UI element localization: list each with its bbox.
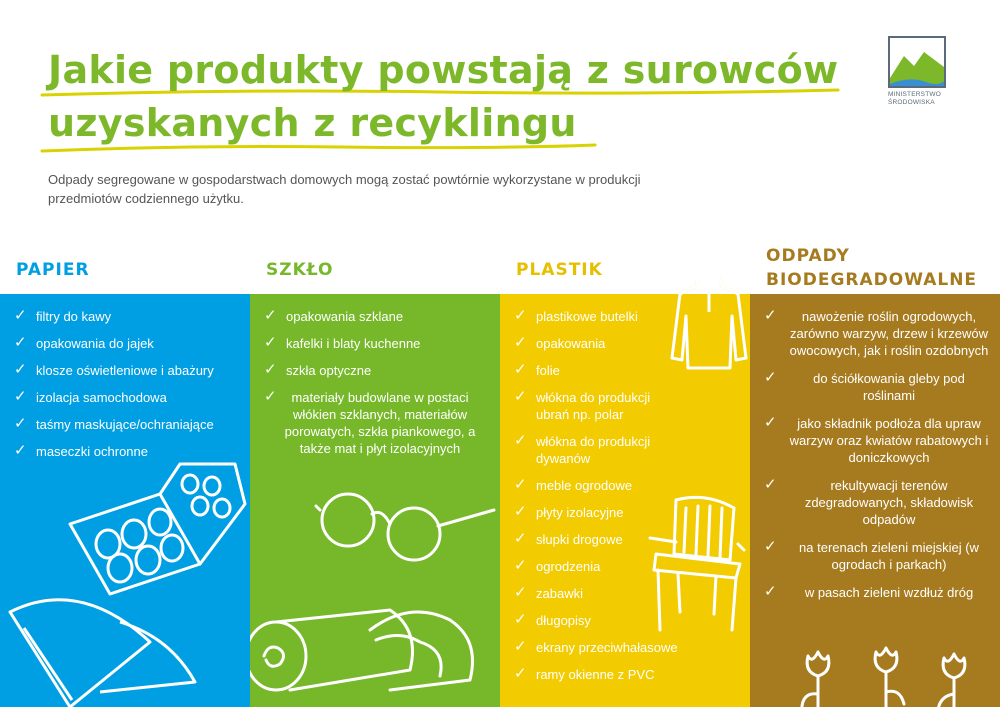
egg-carton-icon: [60, 444, 250, 604]
checkmark-icon: ✓: [514, 432, 527, 449]
list-item: ✓ taśmy maskujące/ochraniające: [14, 415, 214, 432]
list-item: ✓ maseczki ochronne: [14, 442, 148, 459]
list-item: ✓ na terenach zieleni miejskiej (w ogrodach i parkach): [764, 538, 979, 572]
checkmark-icon: ✓: [14, 442, 27, 459]
list-item: ✓ plastikowe butelki: [514, 307, 638, 324]
list-item: ✓ ekrany przeciwhałasowe: [514, 638, 678, 655]
checkmark-icon: ✓: [14, 361, 27, 378]
intro-text: Odpady segregowane w gospodarstwach domowych mogą zostać powtórnie wykorzystane w produkcji przedmiotów codziennego użytku.: [48, 172, 641, 206]
header-plastik: PLASTIK: [516, 260, 603, 280]
checkmark-icon: ✓: [514, 334, 527, 351]
list-bio: [750, 308, 1000, 612]
list-item: ✓ meble ogrodowe: [514, 476, 633, 493]
checkmark-icon: ✓: [514, 584, 527, 601]
list-item: ✓ włókna do produkcji ubrań np. polar: [514, 388, 651, 422]
insulation-roll-icon: [250, 590, 500, 707]
page-title-line-2: uzyskanych z recyklingu: [48, 101, 577, 145]
header-bio: [766, 244, 977, 292]
mountain-logo-icon: [888, 36, 946, 88]
checkmark-icon: ✓: [514, 638, 527, 655]
panel-szklo: [250, 294, 500, 707]
list-item: ✓ nawożenie roślin ogrodowych, zarówno warzyw, drzew i krzewów owocowych, jak i roślin ozdobnych: [764, 307, 989, 358]
list-item: ✓ włókna do produkcji dywanów: [514, 432, 651, 466]
fleece-sweater-icon: [668, 272, 750, 372]
list-item: ✓ szkła optyczne: [264, 361, 372, 378]
checkmark-icon: ✓: [264, 388, 277, 405]
list-item: ✓ filtry do kawy: [14, 307, 112, 324]
checkmark-icon: ✓: [14, 307, 27, 324]
list-item: ✓ rekultywacji terenów zdegradowanych, składowisk odpadów: [764, 476, 974, 527]
checkmark-icon: ✓: [764, 414, 777, 431]
list-item: ✓ długopisy: [514, 611, 591, 628]
list-item: ✓ izolacja samochodowa: [14, 388, 167, 405]
list-item: ✓ klosze oświetleniowe i abażury: [14, 361, 214, 378]
panel-papier: [0, 294, 250, 707]
checkmark-icon: ✓: [514, 611, 527, 628]
checkmark-icon: ✓: [764, 538, 777, 555]
checkmark-icon: ✓: [764, 307, 777, 324]
header-papier: PAPIER: [16, 260, 90, 280]
checkmark-icon: ✓: [264, 361, 277, 378]
checkmark-icon: ✓: [514, 503, 527, 520]
list-item: ✓ płyty izolacyjne: [514, 503, 624, 520]
list-item: ✓ słupki drogowe: [514, 530, 623, 547]
checkmark-icon: ✓: [514, 476, 527, 493]
tulips-icon: [794, 642, 1000, 707]
page-title-line-1: Jakie produkty powstają z surowców: [48, 48, 839, 92]
checkmark-icon: ✓: [264, 307, 277, 324]
checkmark-icon: ✓: [264, 334, 277, 351]
checkmark-icon: ✓: [514, 361, 527, 378]
glasses-icon: [314, 490, 500, 570]
coffee-filter-icon: [0, 582, 200, 707]
list-item: ✓ opakowania do jajek: [14, 334, 154, 351]
checkmark-icon: ✓: [14, 334, 27, 351]
checkmark-icon: ✓: [514, 557, 527, 574]
header-szklo: SZKŁO: [266, 260, 334, 280]
list-item: ✓ ramy okienne z PVC: [514, 665, 655, 682]
checkmark-icon: ✓: [14, 388, 27, 405]
list-szklo: [250, 308, 500, 467]
list-item: ✓ zabawki: [514, 584, 583, 601]
ministry-logo: [888, 36, 948, 107]
checkmark-icon: ✓: [14, 415, 27, 432]
header-bio-line-1: ODPADY: [766, 246, 850, 266]
list-item: ✓ jako składnik podłoża dla upraw warzyw oraz kwiatów rabatowych i doniczkowych: [764, 414, 989, 465]
header-bio-line-2: BIODEGRADOWALNE: [766, 270, 978, 290]
list-item: ✓ w pasach zieleni wzdłuż dróg: [764, 583, 974, 600]
list-item: ✓ do ściółkowania gleby pod roślinami: [764, 369, 965, 403]
checkmark-icon: ✓: [764, 476, 777, 493]
garden-chair-icon: [646, 494, 746, 634]
list-item: ✓ opakowania szklane: [264, 307, 404, 324]
list-item: ✓ folie: [514, 361, 560, 378]
checkmark-icon: ✓: [514, 530, 527, 547]
checkmark-icon: ✓: [764, 369, 777, 386]
list-item: ✓ opakowania: [514, 334, 606, 351]
checkmark-icon: ✓: [514, 665, 527, 682]
checkmark-icon: ✓: [514, 388, 527, 405]
list-item: ✓ kafelki i blaty kuchenne: [264, 334, 421, 351]
panel-bio: [750, 294, 1000, 707]
list-item: ✓ ogrodzenia: [514, 557, 601, 574]
list-item: ✓ materiały budowlane w postaci włókien szklanych, materiałów porowatych, szkła piankowego, a także mat i płyt izolacyjnych: [264, 388, 476, 456]
logo-text-line-2: ŚRODOWISKA: [888, 99, 935, 106]
checkmark-icon: ✓: [514, 307, 527, 324]
logo-text-line-1: MINISTERSTWO: [888, 91, 941, 98]
checkmark-icon: ✓: [764, 583, 777, 600]
